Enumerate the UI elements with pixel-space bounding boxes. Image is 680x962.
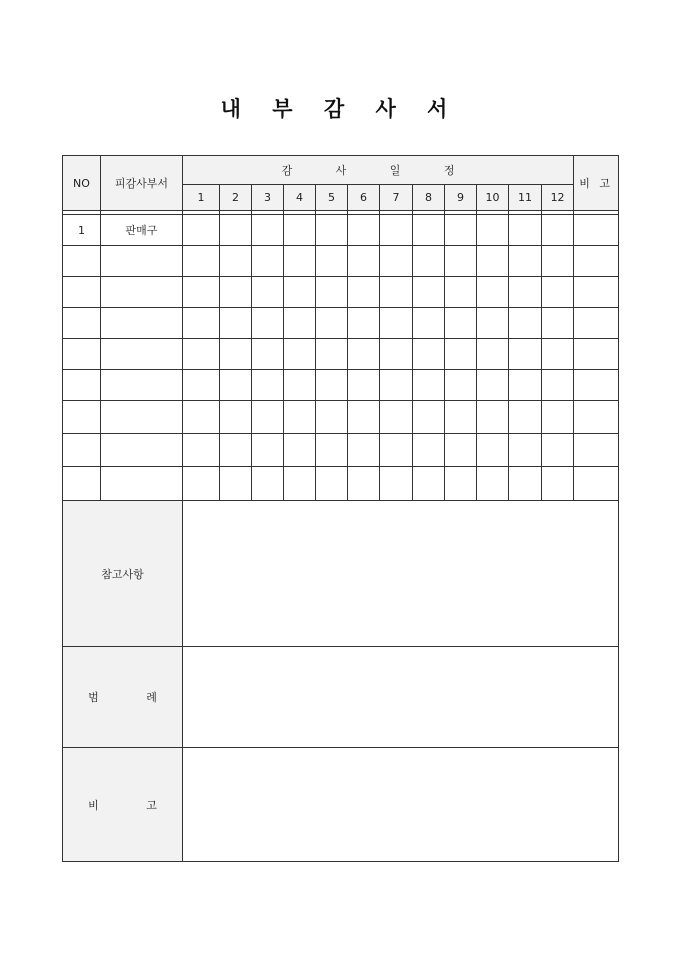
schedule-cell[interactable] [445, 215, 477, 246]
schedule-cell[interactable] [380, 339, 413, 370]
schedule-cell[interactable] [284, 370, 316, 401]
schedule-cell[interactable] [284, 339, 316, 370]
row-dept[interactable] [101, 434, 183, 467]
schedule-cell[interactable] [542, 467, 574, 501]
schedule-cell[interactable] [284, 215, 316, 246]
schedule-cell[interactable] [348, 434, 380, 467]
schedule-cell[interactable] [413, 339, 445, 370]
schedule-cell[interactable] [316, 215, 348, 246]
schedule-cell[interactable] [413, 308, 445, 339]
schedule-cell[interactable] [380, 246, 413, 277]
reference-section [63, 501, 619, 647]
remark-cell[interactable] [574, 370, 619, 401]
schedule-cell[interactable] [477, 434, 509, 467]
schedule-cell[interactable] [348, 467, 380, 501]
row-dept[interactable] [101, 370, 183, 401]
schedule-cell[interactable] [509, 277, 542, 308]
header-month: 3 [252, 185, 284, 211]
schedule-cell[interactable] [316, 401, 348, 434]
schedule-cell[interactable] [542, 339, 574, 370]
table-row [63, 467, 619, 501]
schedule-cell[interactable] [252, 246, 284, 277]
header-month: 8 [413, 185, 445, 211]
reference-label: 참고사항 [63, 501, 183, 647]
schedule-cell[interactable] [183, 339, 220, 370]
schedule-cell[interactable] [445, 308, 477, 339]
schedule-cell[interactable] [183, 246, 220, 277]
schedule-cell[interactable] [316, 308, 348, 339]
schedule-cell[interactable] [220, 370, 252, 401]
header-month: 10 [477, 185, 509, 211]
schedule-cell[interactable] [413, 467, 445, 501]
schedule-cell[interactable] [183, 401, 220, 434]
header-no: NO [63, 156, 101, 211]
table-body [63, 215, 619, 501]
schedule-cell[interactable] [445, 434, 477, 467]
schedule-cell[interactable] [445, 339, 477, 370]
remark-cell[interactable] [574, 277, 619, 308]
schedule-cell[interactable] [183, 215, 220, 246]
schedule-cell[interactable] [348, 215, 380, 246]
schedule-cell[interactable] [413, 246, 445, 277]
schedule-cell[interactable] [380, 308, 413, 339]
schedule-cell[interactable] [183, 467, 220, 501]
header-month: 2 [220, 185, 252, 211]
legend-label: 범 례 [63, 647, 183, 748]
table-row [63, 370, 619, 401]
schedule-cell[interactable] [445, 467, 477, 501]
schedule-cell[interactable] [509, 308, 542, 339]
schedule-cell[interactable] [509, 434, 542, 467]
schedule-cell[interactable] [348, 339, 380, 370]
row-no[interactable] [63, 370, 101, 401]
remark-cell[interactable] [574, 467, 619, 501]
row-no[interactable] [63, 246, 101, 277]
header-month: 6 [348, 185, 380, 211]
row-no[interactable] [63, 308, 101, 339]
note-content[interactable] [183, 748, 619, 862]
schedule-cell[interactable] [509, 246, 542, 277]
header-month: 12 [542, 185, 574, 211]
schedule-cell[interactable] [284, 277, 316, 308]
schedule-cell[interactable] [348, 246, 380, 277]
header-month: 11 [509, 185, 542, 211]
schedule-cell[interactable] [413, 215, 445, 246]
schedule-cell[interactable] [252, 277, 284, 308]
schedule-cell[interactable] [183, 308, 220, 339]
remark-cell[interactable] [574, 246, 619, 277]
schedule-cell[interactable] [542, 434, 574, 467]
schedule-cell[interactable] [509, 467, 542, 501]
schedule-cell[interactable] [445, 246, 477, 277]
table-row [63, 215, 619, 246]
schedule-cell[interactable] [220, 215, 252, 246]
remark-cell[interactable] [574, 401, 619, 434]
schedule-cell[interactable] [284, 246, 316, 277]
row-no[interactable] [63, 339, 101, 370]
schedule-cell[interactable] [348, 277, 380, 308]
schedule-cell[interactable] [220, 401, 252, 434]
row-no[interactable] [63, 434, 101, 467]
schedule-cell[interactable] [413, 370, 445, 401]
schedule-cell[interactable] [380, 434, 413, 467]
schedule-cell[interactable] [380, 370, 413, 401]
schedule-cell[interactable] [413, 277, 445, 308]
schedule-cell[interactable] [252, 339, 284, 370]
row-no[interactable] [63, 401, 101, 434]
header-dept: 피감사부서 [101, 156, 183, 211]
schedule-cell[interactable] [316, 467, 348, 501]
schedule-cell[interactable] [348, 370, 380, 401]
schedule-cell[interactable] [477, 339, 509, 370]
schedule-cell[interactable] [183, 434, 220, 467]
row-no[interactable] [63, 277, 101, 308]
schedule-cell[interactable] [380, 467, 413, 501]
table-row [63, 339, 619, 370]
header-month: 1 [183, 185, 220, 211]
row-dept[interactable] [101, 246, 183, 277]
schedule-cell[interactable] [445, 277, 477, 308]
schedule-cell[interactable] [252, 215, 284, 246]
schedule-cell[interactable] [477, 277, 509, 308]
row-dept[interactable] [101, 401, 183, 434]
legend-content[interactable] [183, 647, 619, 748]
schedule-cell[interactable] [542, 215, 574, 246]
schedule-cell[interactable] [252, 467, 284, 501]
schedule-cell[interactable] [413, 401, 445, 434]
schedule-cell[interactable] [542, 308, 574, 339]
schedule-cell[interactable] [477, 246, 509, 277]
schedule-cell[interactable] [542, 401, 574, 434]
reference-content[interactable] [183, 501, 619, 647]
row-no[interactable] [63, 467, 101, 501]
schedule-cell[interactable] [220, 308, 252, 339]
schedule-cell[interactable] [284, 308, 316, 339]
schedule-cell[interactable] [542, 277, 574, 308]
schedule-cell[interactable] [220, 339, 252, 370]
schedule-cell[interactable] [316, 434, 348, 467]
legend-section [63, 647, 619, 748]
schedule-cell[interactable] [348, 308, 380, 339]
header-schedule: 감 사 일 정 [183, 156, 574, 185]
remark-cell[interactable] [574, 339, 619, 370]
header-month: 5 [316, 185, 348, 211]
schedule-cell[interactable] [380, 215, 413, 246]
schedule-cell[interactable] [477, 401, 509, 434]
schedule-cell[interactable] [284, 467, 316, 501]
schedule-cell[interactable] [183, 277, 220, 308]
schedule-cell[interactable] [542, 370, 574, 401]
schedule-cell[interactable] [445, 370, 477, 401]
schedule-cell[interactable] [509, 401, 542, 434]
remark-cell[interactable] [574, 434, 619, 467]
table-row [63, 246, 619, 277]
schedule-cell[interactable] [252, 401, 284, 434]
header-month: 4 [284, 185, 316, 211]
schedule-cell[interactable] [220, 467, 252, 501]
header-row-1 [63, 156, 619, 185]
row-dept[interactable] [101, 308, 183, 339]
schedule-cell[interactable] [316, 370, 348, 401]
document-title: 내 부 감 사 서 [220, 97, 460, 121]
schedule-cell[interactable] [477, 467, 509, 501]
schedule-cell[interactable] [252, 308, 284, 339]
schedule-cell[interactable] [220, 246, 252, 277]
schedule-cell[interactable] [183, 370, 220, 401]
header-month: 7 [380, 185, 413, 211]
schedule-cell[interactable] [542, 246, 574, 277]
schedule-cell[interactable] [252, 370, 284, 401]
remark-cell[interactable] [574, 308, 619, 339]
schedule-cell[interactable] [477, 370, 509, 401]
schedule-cell[interactable] [284, 401, 316, 434]
schedule-cell[interactable] [509, 215, 542, 246]
remark-cell[interactable] [574, 215, 619, 246]
schedule-cell[interactable] [220, 434, 252, 467]
header-remark: 비 고 [574, 156, 619, 211]
row-dept[interactable] [101, 339, 183, 370]
table-row [63, 401, 619, 434]
schedule-cell[interactable] [252, 434, 284, 467]
schedule-cell[interactable] [380, 401, 413, 434]
schedule-cell[interactable] [380, 277, 413, 308]
schedule-cell[interactable] [413, 434, 445, 467]
schedule-cell[interactable] [316, 277, 348, 308]
header-month: 9 [445, 185, 477, 211]
note-label: 비 고 [63, 748, 183, 862]
schedule-cell[interactable] [316, 339, 348, 370]
table-row [63, 434, 619, 467]
schedule-cell[interactable] [445, 401, 477, 434]
audit-table [62, 155, 619, 862]
row-dept[interactable] [101, 467, 183, 501]
schedule-cell[interactable] [220, 277, 252, 308]
schedule-cell[interactable] [477, 308, 509, 339]
schedule-cell[interactable] [348, 401, 380, 434]
row-no[interactable]: 1 [63, 215, 101, 246]
schedule-cell[interactable] [316, 246, 348, 277]
note-section [63, 748, 619, 862]
row-dept[interactable] [101, 277, 183, 308]
schedule-cell[interactable] [284, 434, 316, 467]
table-row [63, 308, 619, 339]
schedule-cell[interactable] [509, 370, 542, 401]
schedule-cell[interactable] [509, 339, 542, 370]
schedule-cell[interactable] [477, 215, 509, 246]
table-row [63, 277, 619, 308]
row-dept[interactable]: 판매구 [101, 215, 183, 246]
